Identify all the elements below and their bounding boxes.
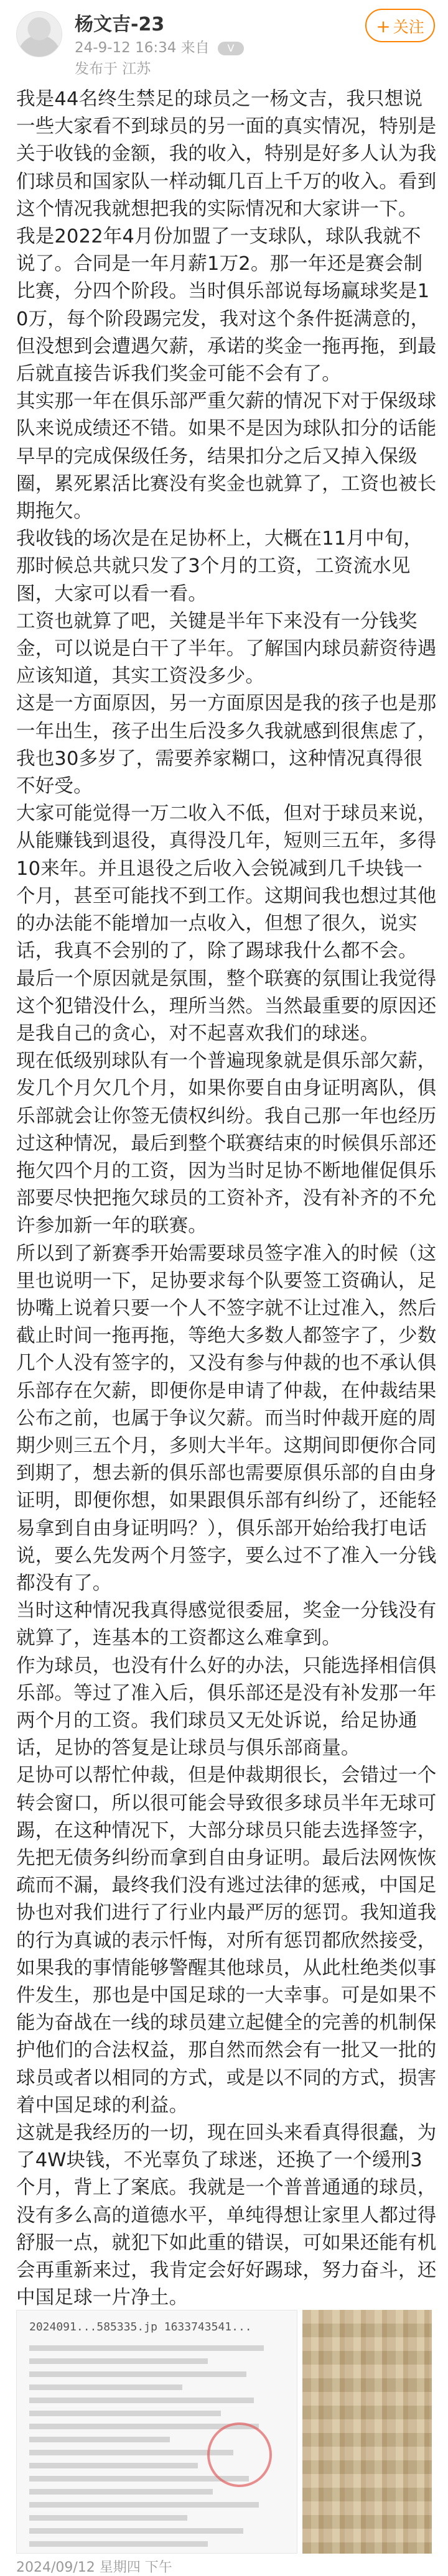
post-timestamp: 24-9-12 16:34	[75, 40, 177, 56]
post-paragraph: 大家可能觉得一万二收入不低，但对于球员来说，从能赚钱到退役，真得没几年，短则三五年，多得10来年。并且退役之后收入会锐减到几千块钱一个月，甚至可能找不到工作。这期间我也想过其他的办法能不能增加一点收入，但想了很久，说实话，我真不会别的了，除了踢球我什么都不会。	[16, 803, 437, 963]
post-paragraph: 这就是我经历的一切，现在回头来看真得很蠢，为了4W块钱，不光辜负了球迷，还换了一个缓刑3个月，背上了案底。我就是一个普普通通的球员，没有多么高的道德水平，单纯得想让家里人都过得舒服一点，就犯下如此重的错误，可如果还能有机会再重新来过，我肯定会好好踢球，努力奋斗，还中国足球一片净土。	[16, 2122, 437, 2309]
image-date-caption: 2024/09/12 星期四 下午	[16, 2560, 172, 2575]
post-paragraph: 工资也就算了吧，关键是半年下来没有一分钱奖金，可以说是白干了半年。了解国内球员薪资待遇应该知道，其实工资没多少。	[16, 610, 437, 688]
document-image-icon[interactable]	[16, 2310, 297, 2554]
post-paragraph: 最后一个原因就是氛围，整个联赛的氛围让我觉得这个犯错没什么，理所当然。当然最重要的原因还是我自己的贪心，对不起喜欢我们的球迷。	[16, 967, 437, 1045]
doc-title: 2024091...585335.jp 1633743541...	[29, 2320, 252, 2334]
post-paragraph: 我是44名终生禁足的球员之一杨文吉，我只想说一些大家看不到球员的另一面的真实情况，特别是关于收钱的金额，我的收入，特别是好多人认为我们球员和国家队一样动辄几百上千万的收入。看到这个情况我就想把我的实际情况和大家讲一下。	[16, 88, 437, 220]
post-paragraph: 足协可以帮忙仲裁，但是仲裁期很长，会错过一个转会窗口，所以很可能会导致很多球员半年无球可踢，在这种情况下，大部分球员只能去选择签字，先把无债务纠纷而拿到自由身证明。最后法网恢恢疏而不漏，最终我们没有逃过法律的惩戒，中国足协也对我们进行了行业内最严厉的惩罚。我知道我的行为真诚的表示忏悔，对所有惩罚都欣然接受，如果我的事情能够警醒其他球员，从此杜绝类似事件发生，那也是中国足球的一大幸事。可是如果不能为奋战在一线的球员建立起健全的完善的机制保护他们的合法权益，那自然而然会有一批又一批的球员或者以相同的方式，或是以不同的方式，损害着中国足球的利益。	[16, 1765, 437, 2117]
photo-image-icon[interactable]	[302, 2310, 432, 2554]
post-paragraph: 所以到了新赛季开始需要球员签字准入的时候（这里也说明一下，足协要求每个队要签工资确认，足协嘴上说着只要一个人不签字就不让过准入，然后截止时间一拖再拖，等绝大多数人都签字了，少数几个人没有签字的，又没有参与仲裁的也不承认俱乐部存在欠薪，即便你是申请了仲裁，在仲裁结果公布之前，也属于争议欠薪。而当时仲裁开庭的周期少则三五个月，多则大半年。这期间即便你合同到期了，想去新的俱乐部也需要原俱乐部的自由身证明，即便你想，如果跟俱乐部有纠纷了，还能轻易拿到自由身证明吗？），俱乐部开始给我打电话说，要么先发两个月签字，要么过不了准入一分钱都没有了。	[16, 1242, 437, 1594]
post-body	[16, 86, 437, 2312]
post-paragraph: 现在低级别球队有一个普遍现象就是俱乐部欠薪，发几个月欠几个月，如果你要自由身证明离队，俱乐部就会让你签无债权纠纷。我自己那一年也经历过这种情况，最后到整个联赛结束的时候俱乐部还拖欠四个月的工资，因为当时足协不断地催促俱乐部要尽快把拖欠球员的工资补齐，没有补齐的不允许参加新一年的联赛。	[16, 1050, 437, 1237]
username[interactable]: 杨文吉-23	[75, 14, 165, 35]
avatar[interactable]	[16, 11, 62, 57]
stamp-icon	[207, 2422, 272, 2487]
source-prefix: 来自	[180, 40, 210, 56]
post-paragraph: 当时这种情况我真得感觉很委屈，奖金一分钱没有就算了，连基本的工资都这么难拿到。	[16, 1600, 437, 1650]
vip-badge-icon: V	[218, 42, 244, 55]
post-paragraph: 我收钱的场次是在足协杯上，大概在11月中旬，那时候总共就只发了3个月的工资，工资流水见图，大家可以看一看。	[16, 528, 423, 605]
post-paragraph: 作为球员，也没有什么好的办法，只能选择相信俱乐部。等过了准入后，俱乐部还是没有补发那一年两个月的工资。我们球员又无处诉说，给足协通话，足协的答复是让球员与俱乐部商量。	[16, 1655, 437, 1760]
attachment-grid	[0, 2310, 448, 2554]
follow-label: 关注	[393, 18, 424, 36]
post-location: 发布于 江苏	[75, 61, 151, 77]
post-meta	[75, 36, 244, 57]
post-paragraph: 我是2022年4月份加盟了一支球队，球队我就不说了。合同是一年月薪1万2。那一年还是赛会制比赛，分四个阶段。当时俱乐部说每场赢球奖是10万，每个阶段踢完发，我对这个条件挺满意的，但没想到会遭遇欠薪，承诺的奖金一拖再拖，到最后就直接告诉我们奖金可能不会有了。	[16, 226, 437, 385]
follow-button[interactable]	[365, 9, 435, 42]
post-header	[0, 0, 448, 81]
post-paragraph: 其实那一年在俱乐部严重欠薪的情况下对于保级球队来说成绩还不错。如果不是因为球队扣分的话能早早的完成保级任务，结果扣分之后又掉入保级圈，累死累活比赛没有奖金也就算了，工资也被长期拖欠。	[16, 390, 437, 523]
post-paragraph: 这是一方面原因，另一方面原因是我的孩子也是那一年出生，孩子出生后没多久我就感到很焦虑了，我也30多岁了，需要养家糊口，这种情况真得很不好受。	[16, 693, 437, 798]
plus-icon: +	[376, 16, 391, 37]
